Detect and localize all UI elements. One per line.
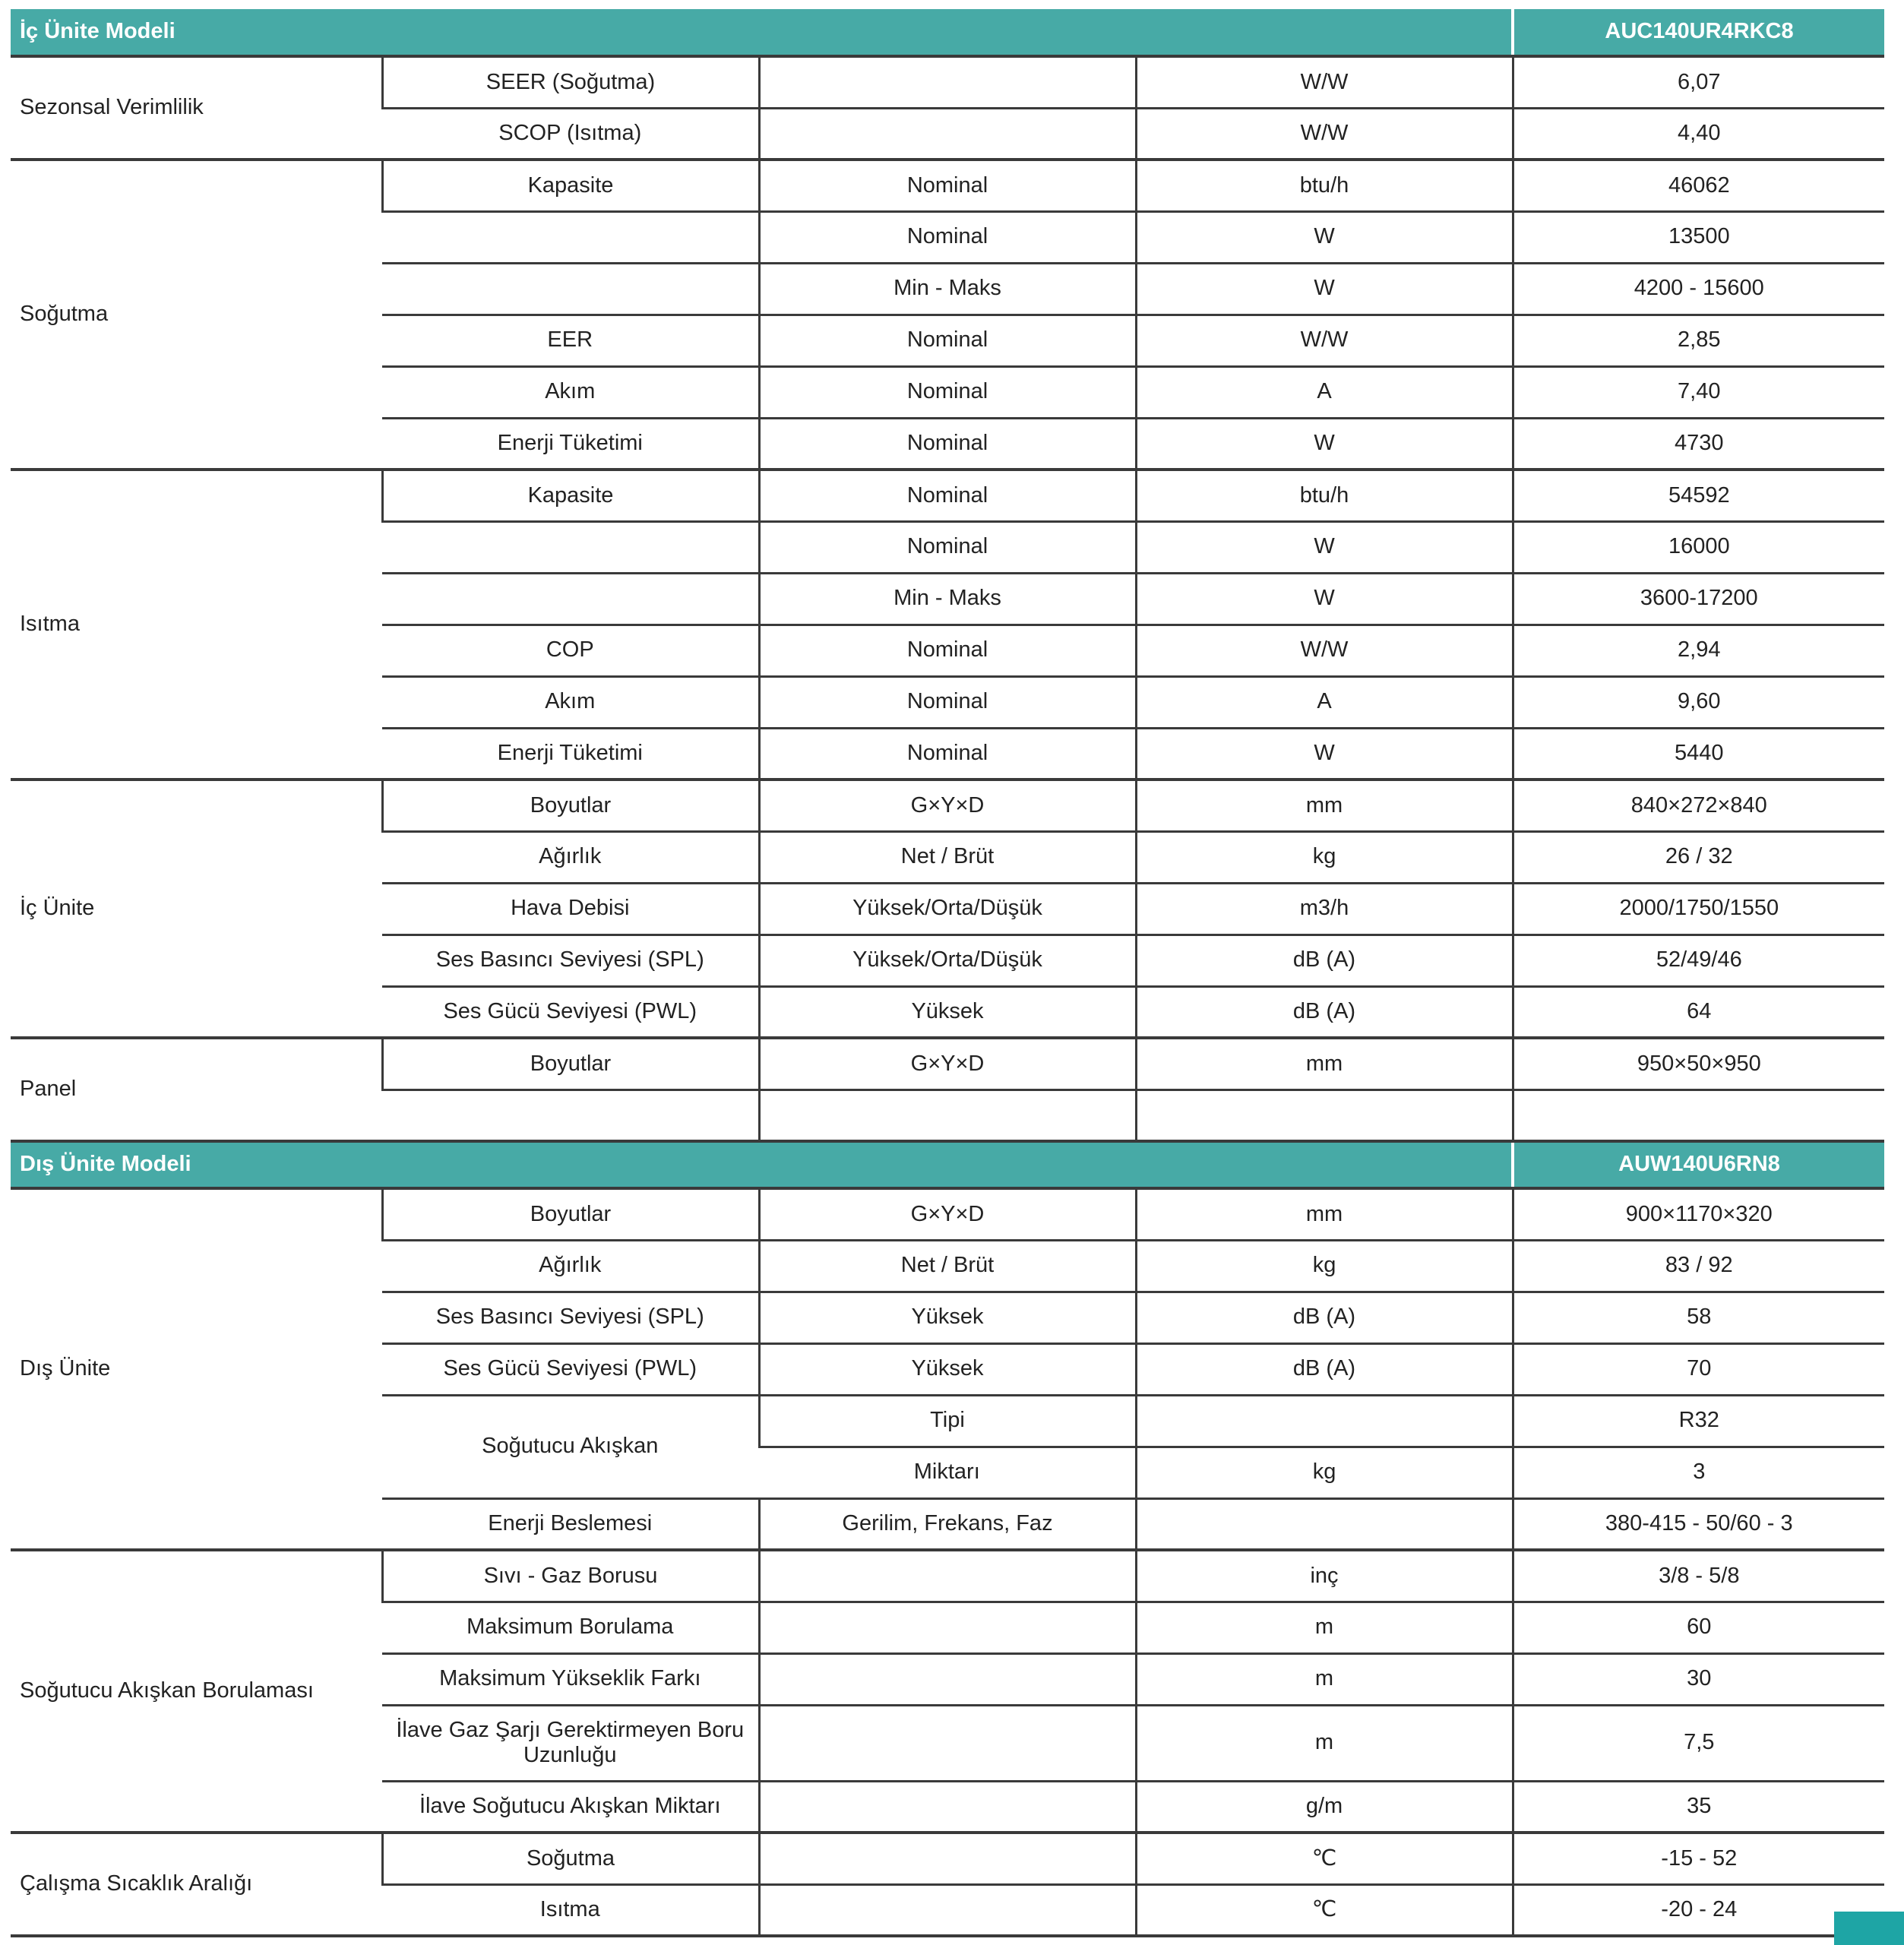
unit-cell: W — [1136, 573, 1513, 625]
unit-cell: kg — [1136, 1447, 1513, 1498]
value-cell: 9,60 — [1513, 676, 1884, 728]
param-cell: Enerji Tüketimi — [382, 418, 759, 470]
param-cell: Boyutlar — [382, 780, 759, 831]
cond-cell — [759, 1884, 1136, 1936]
value-cell: 2,94 — [1513, 625, 1884, 676]
unit-cell: W — [1136, 418, 1513, 470]
param-cell — [382, 263, 759, 315]
cond-cell: G×Y×D — [759, 780, 1136, 831]
unit-cell: W/W — [1136, 625, 1513, 676]
unit-cell: W/W — [1136, 108, 1513, 160]
spec-row — [11, 56, 1884, 108]
indoor-model-header-title: İç Ünite Modeli — [11, 9, 1513, 56]
value-cell: -15 - 52 — [1513, 1833, 1884, 1884]
unit-cell: kg — [1136, 831, 1513, 883]
spec-row — [11, 780, 1884, 831]
outdoor-model-model-number: AUW140U6RN8 — [1513, 1141, 1884, 1188]
unit-cell: g/m — [1136, 1781, 1513, 1833]
unit-cell: kg — [1136, 1240, 1513, 1292]
unit-cell: dB (A) — [1136, 935, 1513, 986]
cond-cell: Nominal — [759, 728, 1136, 780]
value-cell: 840×272×840 — [1513, 780, 1884, 831]
cond-cell — [759, 1781, 1136, 1833]
group-label-panel: Panel — [11, 1038, 382, 1141]
unit-cell: W/W — [1136, 315, 1513, 366]
cond-cell: Yüksek — [759, 1292, 1136, 1343]
outdoor-model-header-row — [11, 1141, 1884, 1188]
value-cell: 64 — [1513, 986, 1884, 1038]
value-cell: 46062 — [1513, 160, 1884, 211]
cond-cell: Min - Maks — [759, 263, 1136, 315]
unit-cell: dB (A) — [1136, 1343, 1513, 1395]
cond-cell: Net / Brüt — [759, 831, 1136, 883]
unit-cell: mm — [1136, 1188, 1513, 1240]
cond-cell: Nominal — [759, 470, 1136, 521]
param-cell: Ses Gücü Seviyesi (PWL) — [382, 1343, 759, 1395]
unit-cell: W — [1136, 521, 1513, 573]
param-cell: Isıtma — [382, 1884, 759, 1936]
value-cell: 2000/1750/1550 — [1513, 883, 1884, 935]
param-cell: Kapasite — [382, 470, 759, 521]
value-cell: 52/49/46 — [1513, 935, 1884, 986]
unit-cell: ℃ — [1136, 1884, 1513, 1936]
unit-cell: W — [1136, 263, 1513, 315]
value-cell: 70 — [1513, 1343, 1884, 1395]
value-cell: 7,40 — [1513, 366, 1884, 418]
value-cell: 30 — [1513, 1653, 1884, 1705]
cond-cell: Nominal — [759, 625, 1136, 676]
unit-cell: btu/h — [1136, 470, 1513, 521]
param-cell: Akım — [382, 366, 759, 418]
cond-cell — [759, 1602, 1136, 1653]
unit-cell: A — [1136, 366, 1513, 418]
param-cell: SEER (Soğutma) — [382, 56, 759, 108]
param-cell: Sıvı - Gaz Borusu — [382, 1550, 759, 1602]
group-label-heating: Isıtma — [11, 470, 382, 780]
cond-cell: Yüksek — [759, 1343, 1136, 1395]
unit-cell: m — [1136, 1705, 1513, 1781]
value-cell: 4200 - 15600 — [1513, 263, 1884, 315]
value-cell: -20 - 24 — [1513, 1884, 1884, 1936]
group-label-indoor: İç Ünite — [11, 780, 382, 1038]
cond-cell: Nominal — [759, 211, 1136, 263]
unit-cell: mm — [1136, 780, 1513, 831]
unit-cell: m3/h — [1136, 883, 1513, 935]
value-cell: 3600-17200 — [1513, 573, 1884, 625]
cond-cell: G×Y×D — [759, 1038, 1136, 1090]
param-cell: Kapasite — [382, 160, 759, 211]
value-cell: R32 — [1513, 1395, 1884, 1447]
unit-cell: m — [1136, 1653, 1513, 1705]
cond-cell: Yüksek/Orta/Düşük — [759, 883, 1136, 935]
param-cell: İlave Gaz Şarjı Gerektirmeyen Boru Uzunluğu — [382, 1705, 759, 1781]
param-cell: Akım — [382, 676, 759, 728]
group-label-outdoor: Dış Ünite — [11, 1188, 382, 1550]
spec-row — [11, 1833, 1884, 1884]
param-cell — [382, 573, 759, 625]
param-cell: Ses Basıncı Seviyesi (SPL) — [382, 1292, 759, 1343]
value-cell: 58 — [1513, 1292, 1884, 1343]
cond-cell: Nominal — [759, 315, 1136, 366]
group-label-seasonal: Sezonsal Verimlilik — [11, 56, 382, 160]
spec-row — [11, 1188, 1884, 1240]
unit-cell — [1136, 1498, 1513, 1550]
cond-cell: Tipi — [759, 1395, 1136, 1447]
param-cell: SCOP (Isıtma) — [382, 108, 759, 160]
cond-cell: Nominal — [759, 418, 1136, 470]
cond-cell: Min - Maks — [759, 573, 1136, 625]
cond-cell: Gerilim, Frekans, Faz — [759, 1498, 1136, 1550]
cond-cell — [759, 1705, 1136, 1781]
spec-row — [11, 160, 1884, 211]
value-cell: 900×1170×320 — [1513, 1188, 1884, 1240]
param-cell — [382, 211, 759, 263]
unit-cell — [1136, 1395, 1513, 1447]
page-corner-tab — [1834, 1912, 1904, 1945]
param-cell: Maksimum Borulama — [382, 1602, 759, 1653]
value-cell: 950×50×950 — [1513, 1038, 1884, 1090]
param-cell: Ses Basıncı Seviyesi (SPL) — [382, 935, 759, 986]
cond-cell — [759, 1653, 1136, 1705]
param-cell: Ağırlık — [382, 1240, 759, 1292]
spec-row — [11, 470, 1884, 521]
param-cell: EER — [382, 315, 759, 366]
unit-cell: dB (A) — [1136, 1292, 1513, 1343]
value-cell: 5440 — [1513, 728, 1884, 780]
param-cell: Soğutucu Akışkan — [382, 1395, 759, 1498]
unit-cell: W — [1136, 211, 1513, 263]
unit-cell: mm — [1136, 1038, 1513, 1090]
param-cell: Ağırlık — [382, 831, 759, 883]
cond-cell: Nominal — [759, 366, 1136, 418]
value-cell: 13500 — [1513, 211, 1884, 263]
value-cell: 54592 — [1513, 470, 1884, 521]
group-label-cooling: Soğutma — [11, 160, 382, 470]
cond-cell: Net / Brüt — [759, 1240, 1136, 1292]
value-cell: 60 — [1513, 1602, 1884, 1653]
cond-cell: Yüksek — [759, 986, 1136, 1038]
unit-cell: inç — [1136, 1550, 1513, 1602]
unit-cell — [1136, 1090, 1513, 1141]
spec-row — [11, 1550, 1884, 1602]
unit-cell: W — [1136, 728, 1513, 780]
param-cell: Boyutlar — [382, 1188, 759, 1240]
unit-cell: dB (A) — [1136, 986, 1513, 1038]
cond-cell — [759, 56, 1136, 108]
cond-cell — [759, 1833, 1136, 1884]
unit-cell: btu/h — [1136, 160, 1513, 211]
param-cell: Maksimum Yükseklik Farkı — [382, 1653, 759, 1705]
value-cell: 26 / 32 — [1513, 831, 1884, 883]
cond-cell — [759, 108, 1136, 160]
spec-table — [11, 9, 1884, 1937]
cond-cell: G×Y×D — [759, 1188, 1136, 1240]
value-cell: 7,5 — [1513, 1705, 1884, 1781]
param-cell — [382, 1090, 759, 1141]
cond-cell — [759, 1090, 1136, 1141]
outdoor-model-header-title: Dış Ünite Modeli — [11, 1141, 1513, 1188]
value-cell: 6,07 — [1513, 56, 1884, 108]
cond-cell — [759, 1550, 1136, 1602]
param-cell — [382, 521, 759, 573]
value-cell: 16000 — [1513, 521, 1884, 573]
unit-cell: W/W — [1136, 56, 1513, 108]
value-cell: 4,40 — [1513, 108, 1884, 160]
cond-cell: Miktarı — [759, 1447, 1136, 1498]
group-label-piping: Soğutucu Akışkan Borulaması — [11, 1550, 382, 1833]
param-cell: Ses Gücü Seviyesi (PWL) — [382, 986, 759, 1038]
value-cell: 35 — [1513, 1781, 1884, 1833]
value-cell: 3 — [1513, 1447, 1884, 1498]
unit-cell: ℃ — [1136, 1833, 1513, 1884]
value-cell: 380-415 - 50/60 - 3 — [1513, 1498, 1884, 1550]
cond-cell: Nominal — [759, 676, 1136, 728]
cond-cell: Nominal — [759, 160, 1136, 211]
value-cell: 3/8 - 5/8 — [1513, 1550, 1884, 1602]
value-cell — [1513, 1090, 1884, 1141]
cond-cell: Nominal — [759, 521, 1136, 573]
param-cell: COP — [382, 625, 759, 676]
param-cell: Hava Debisi — [382, 883, 759, 935]
spec-row — [11, 1038, 1884, 1090]
indoor-model-header-row — [11, 9, 1884, 56]
param-cell: Enerji Beslemesi — [382, 1498, 759, 1550]
indoor-model-model-number: AUC140UR4RKC8 — [1513, 9, 1884, 56]
cond-cell: Yüksek/Orta/Düşük — [759, 935, 1136, 986]
unit-cell: A — [1136, 676, 1513, 728]
value-cell: 2,85 — [1513, 315, 1884, 366]
param-cell: Soğutma — [382, 1833, 759, 1884]
param-cell: Boyutlar — [382, 1038, 759, 1090]
param-cell: Enerji Tüketimi — [382, 728, 759, 780]
value-cell: 83 / 92 — [1513, 1240, 1884, 1292]
unit-cell: m — [1136, 1602, 1513, 1653]
param-cell: İlave Soğutucu Akışkan Miktarı — [382, 1781, 759, 1833]
group-label-temp: Çalışma Sıcaklık Aralığı — [11, 1833, 382, 1936]
value-cell: 4730 — [1513, 418, 1884, 470]
